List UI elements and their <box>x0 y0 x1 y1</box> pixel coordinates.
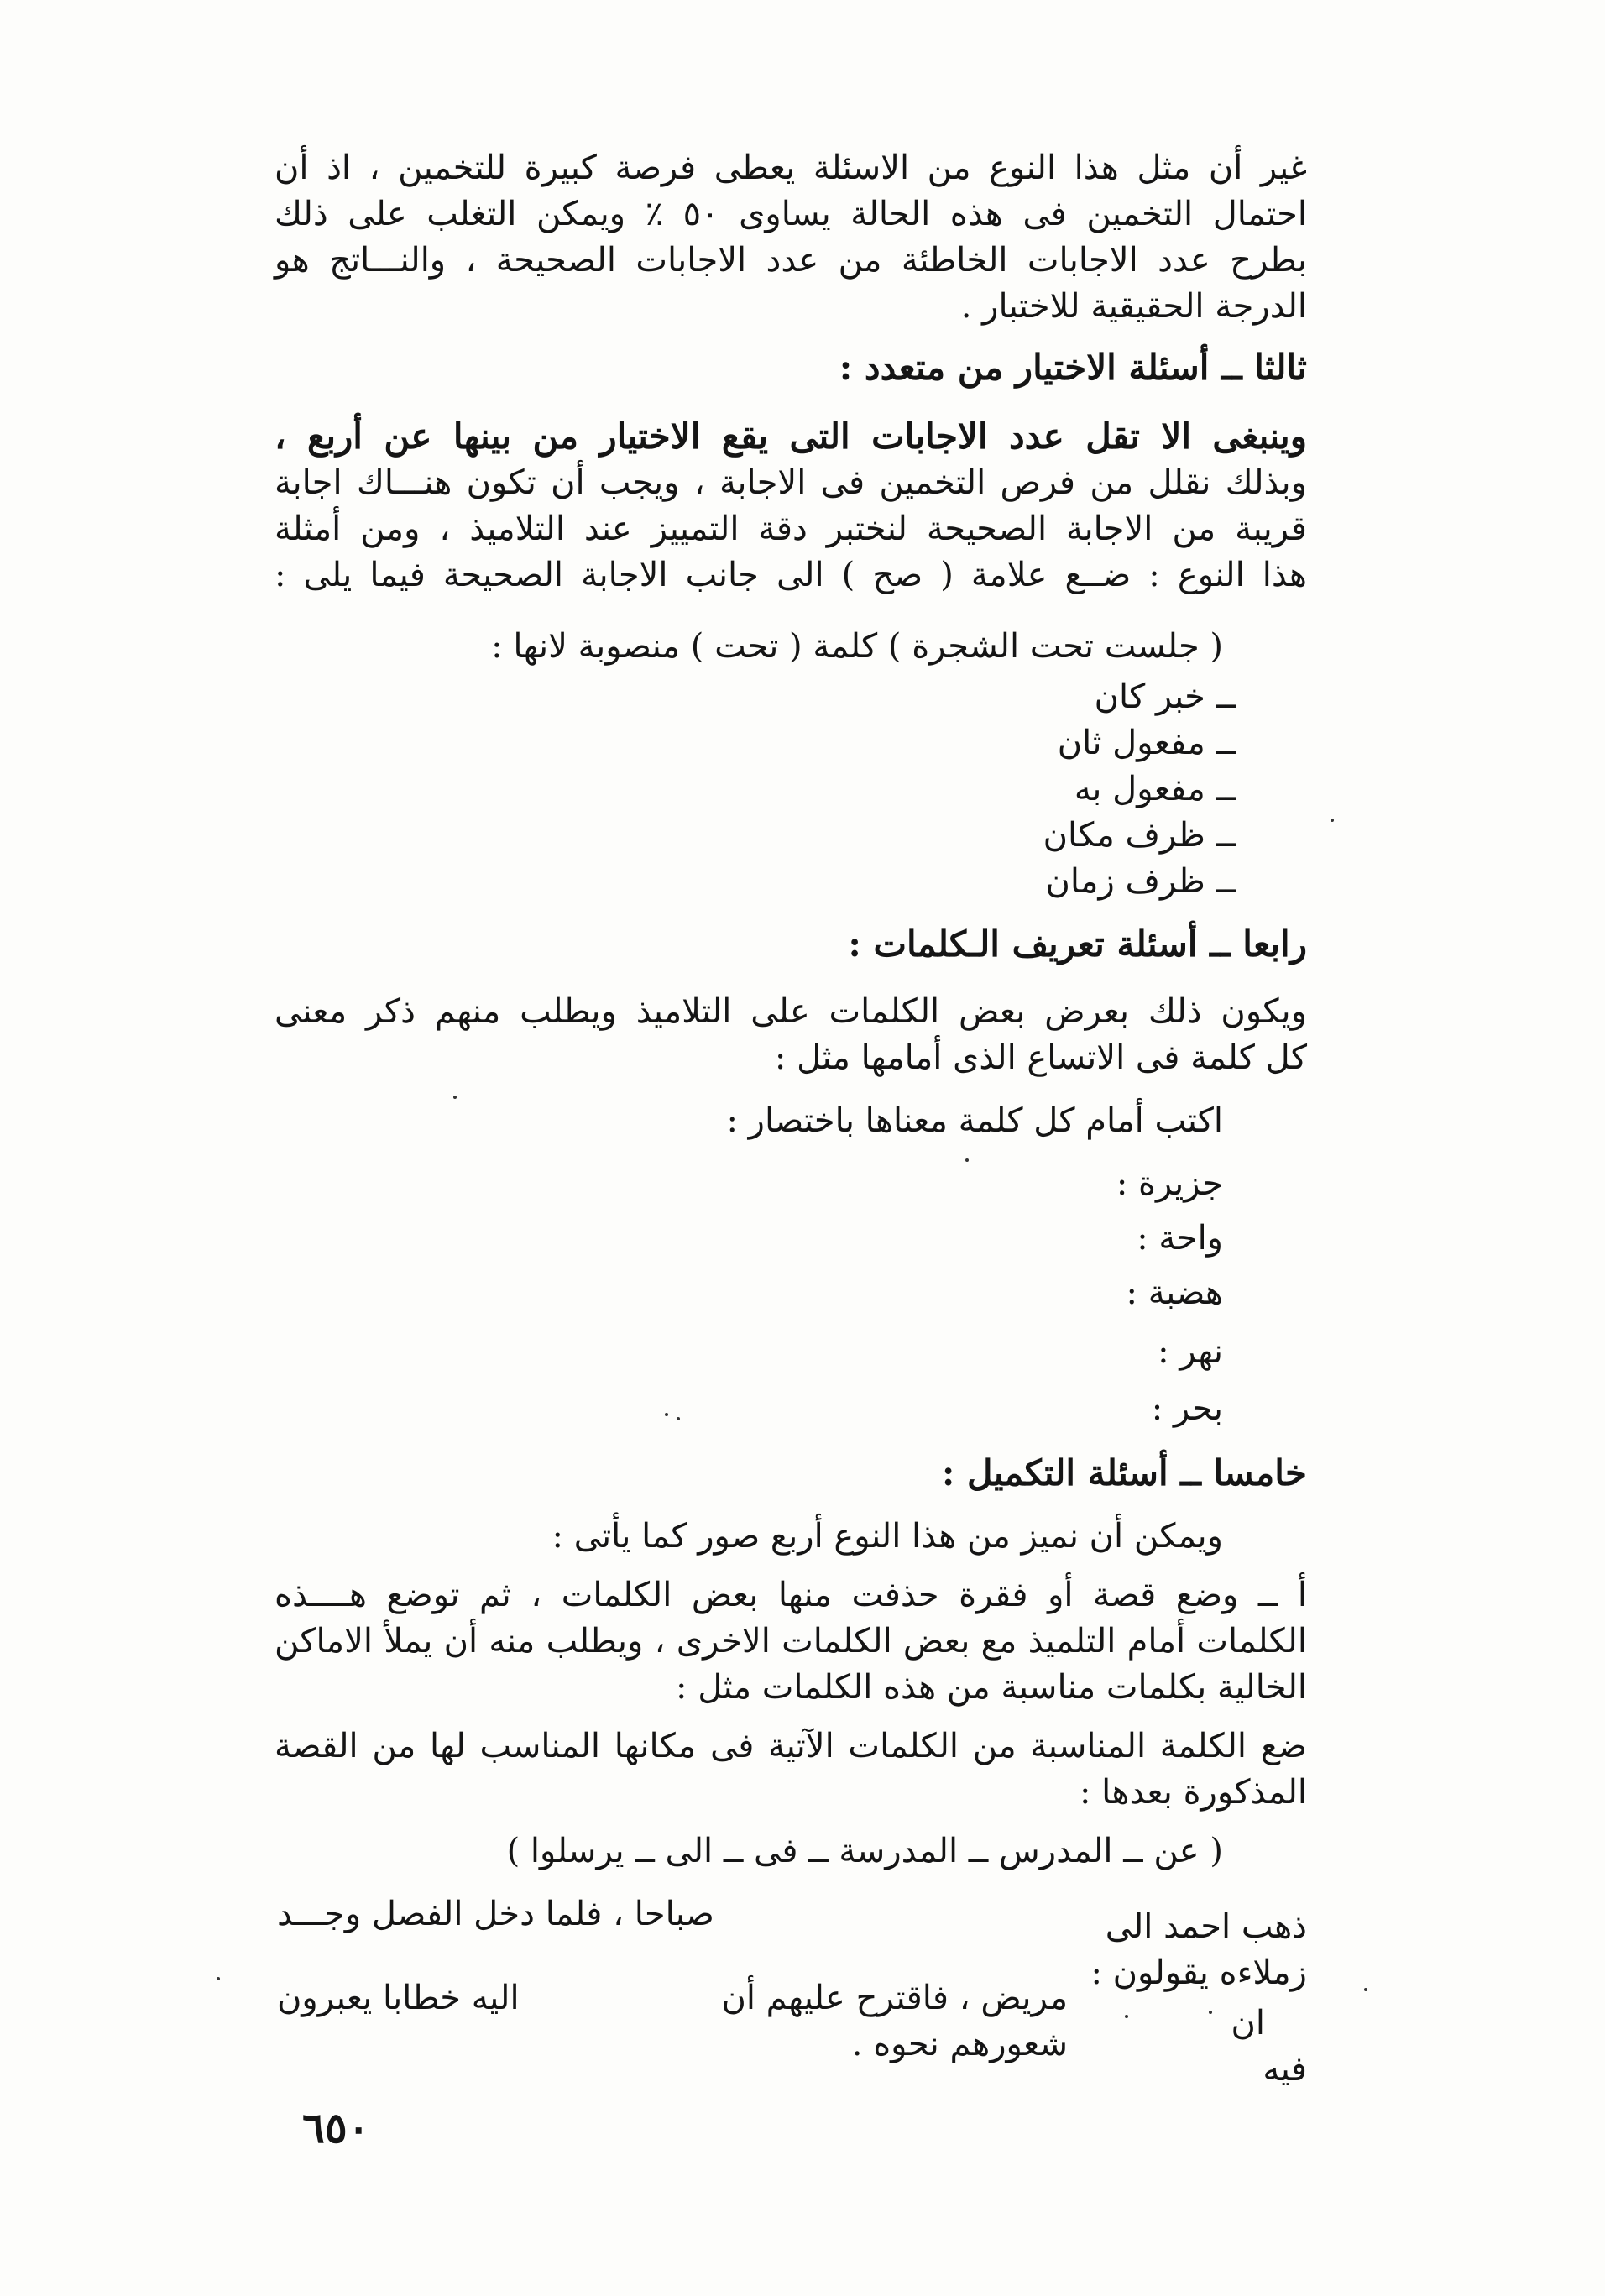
paragraph-line: ضع الكلمة المناسبة من الكلمات الآتية فى مكانها المناسب لها من القصة <box>274 1727 1307 1765</box>
scan-speck <box>965 1158 969 1162</box>
paragraph-line: وبذلك نقلل من فرص التخمين فى الاجابة ، ويجب أن تكون هنـــاك اجابة <box>274 463 1307 502</box>
paragraph-line: الكلمات أمام التلميذ مع بعض الكلمات الاخرى ، ويطلب منه أن يملأ الاماكن <box>274 1622 1307 1661</box>
answer-option: ــ ظرف زمان <box>1045 862 1236 901</box>
scan-speck <box>665 1413 668 1416</box>
scan-speck <box>1331 819 1334 822</box>
paragraph-line: قريبة من الاجابة الصحيحة لنختبر دقة التمييز عند التلاميذ ، ومن أمثلة <box>274 510 1307 548</box>
paragraph-line: كل كلمة فى الاتساع الذى أمامها مثل : <box>774 1038 1307 1077</box>
paragraph-line: بطرح عدد الاجابات الخاطئة من عدد الاجابات الصحيحة ، والنـــاتج هو <box>274 241 1307 280</box>
answer-option: ــ مفعول به <box>1074 770 1236 808</box>
vocab-item: هضبة : <box>1126 1274 1223 1312</box>
paragraph-line: ويمكن أن نميز من هذا النوع أربع صور كما يأتى : <box>552 1517 1223 1556</box>
paragraph-line: المذكورة بعدها : <box>1079 1773 1307 1812</box>
section-heading-4: رابعا ــ أسئلة تعريف الـكلمات : <box>848 923 1307 965</box>
answer-option: ــ خبر كان <box>1094 677 1236 716</box>
story-fragment: صباحا ، فلما دخل الفصل وجـــد <box>277 1895 714 1933</box>
section-heading-5: خامسا ــ أسئلة التكميل : <box>941 1452 1307 1493</box>
story-fragment: زملاءه يقولون : <box>1090 1953 1307 1992</box>
paragraph-line: غير أن مثل هذا النوع من الاسئلة يعطى فرصة كبيرة للتخمين ، اذ أن <box>274 149 1307 187</box>
vocab-item: جزيرة : <box>1116 1164 1223 1203</box>
vocab-item: نهر : <box>1158 1332 1223 1371</box>
answer-option: ــ مفعول ثان <box>1057 724 1236 762</box>
answer-option: ــ ظرف مكان <box>1043 816 1236 855</box>
paragraph-line: احتمال التخمين فى هذه الحالة يساوى ٥٠ ٪ ويمكن التغلب على ذلك <box>274 195 1307 233</box>
paragraph-line: الخالية بكلمات مناسبة من هذه الكلمات مثل : <box>676 1668 1307 1707</box>
story-fragment: ذهب احمد الى <box>1105 1907 1307 1946</box>
story-fragment: ان <box>1231 2004 1265 2042</box>
paragraph-line: أ ــ وضع قصة أو فقرة حذفت منها بعض الكلمات ، ثم توضع هــــذه <box>274 1576 1307 1614</box>
story-fragment: مريض ، فاقترح عليهم أن <box>721 1979 1068 2017</box>
question-prompt: ( جلست تحت الشجرة ) كلمة ( تحت ) منصوبة لانها : <box>491 627 1223 666</box>
scan-speck <box>1209 2011 1212 2014</box>
vocab-item: بحر : <box>1151 1389 1223 1428</box>
story-fragment: فيه <box>1263 2050 1307 2089</box>
paragraph-line: هذا النوع : ضــع علامة ( صح ) الى جانب الاجابة الصحيحة فيما يلى : <box>274 556 1307 594</box>
scan-speck <box>217 1977 220 1980</box>
paragraph-line: ويكون ذلك بعرض بعض الكلمات على التلاميذ ويطلب منهم ذكر معنى <box>274 992 1307 1031</box>
vocab-item: واحة : <box>1137 1219 1223 1258</box>
paragraph-line: الدرجة الحقيقية للاختبار . <box>960 287 1307 326</box>
story-fragment: اليه خطابا يعبرون <box>277 1979 520 2017</box>
story-fragment: شعورهم نحوه . <box>851 2025 1068 2063</box>
page-number: ٦٥٠ <box>302 2103 370 2152</box>
scan-speck <box>1364 1988 1367 1991</box>
scan-speck <box>453 1096 457 1099</box>
scan-speck <box>677 1417 680 1420</box>
exercise-instruction: اكتب أمام كل كلمة معناها باختصار : <box>726 1101 1223 1140</box>
word-bank: ( عن ــ المدرس ــ المدرسة ــ فى ــ الى ــ يرسلوا ) <box>506 1832 1223 1870</box>
section-heading-3: ثالثا ــ أسئلة الاختيار من متعدد : <box>839 347 1307 388</box>
scan-speck <box>1125 2015 1128 2018</box>
paragraph-line: وينبغى الا تقل عدد الاجابات التى يقع الاختيار من بينها عن أربع ، <box>274 416 1307 457</box>
